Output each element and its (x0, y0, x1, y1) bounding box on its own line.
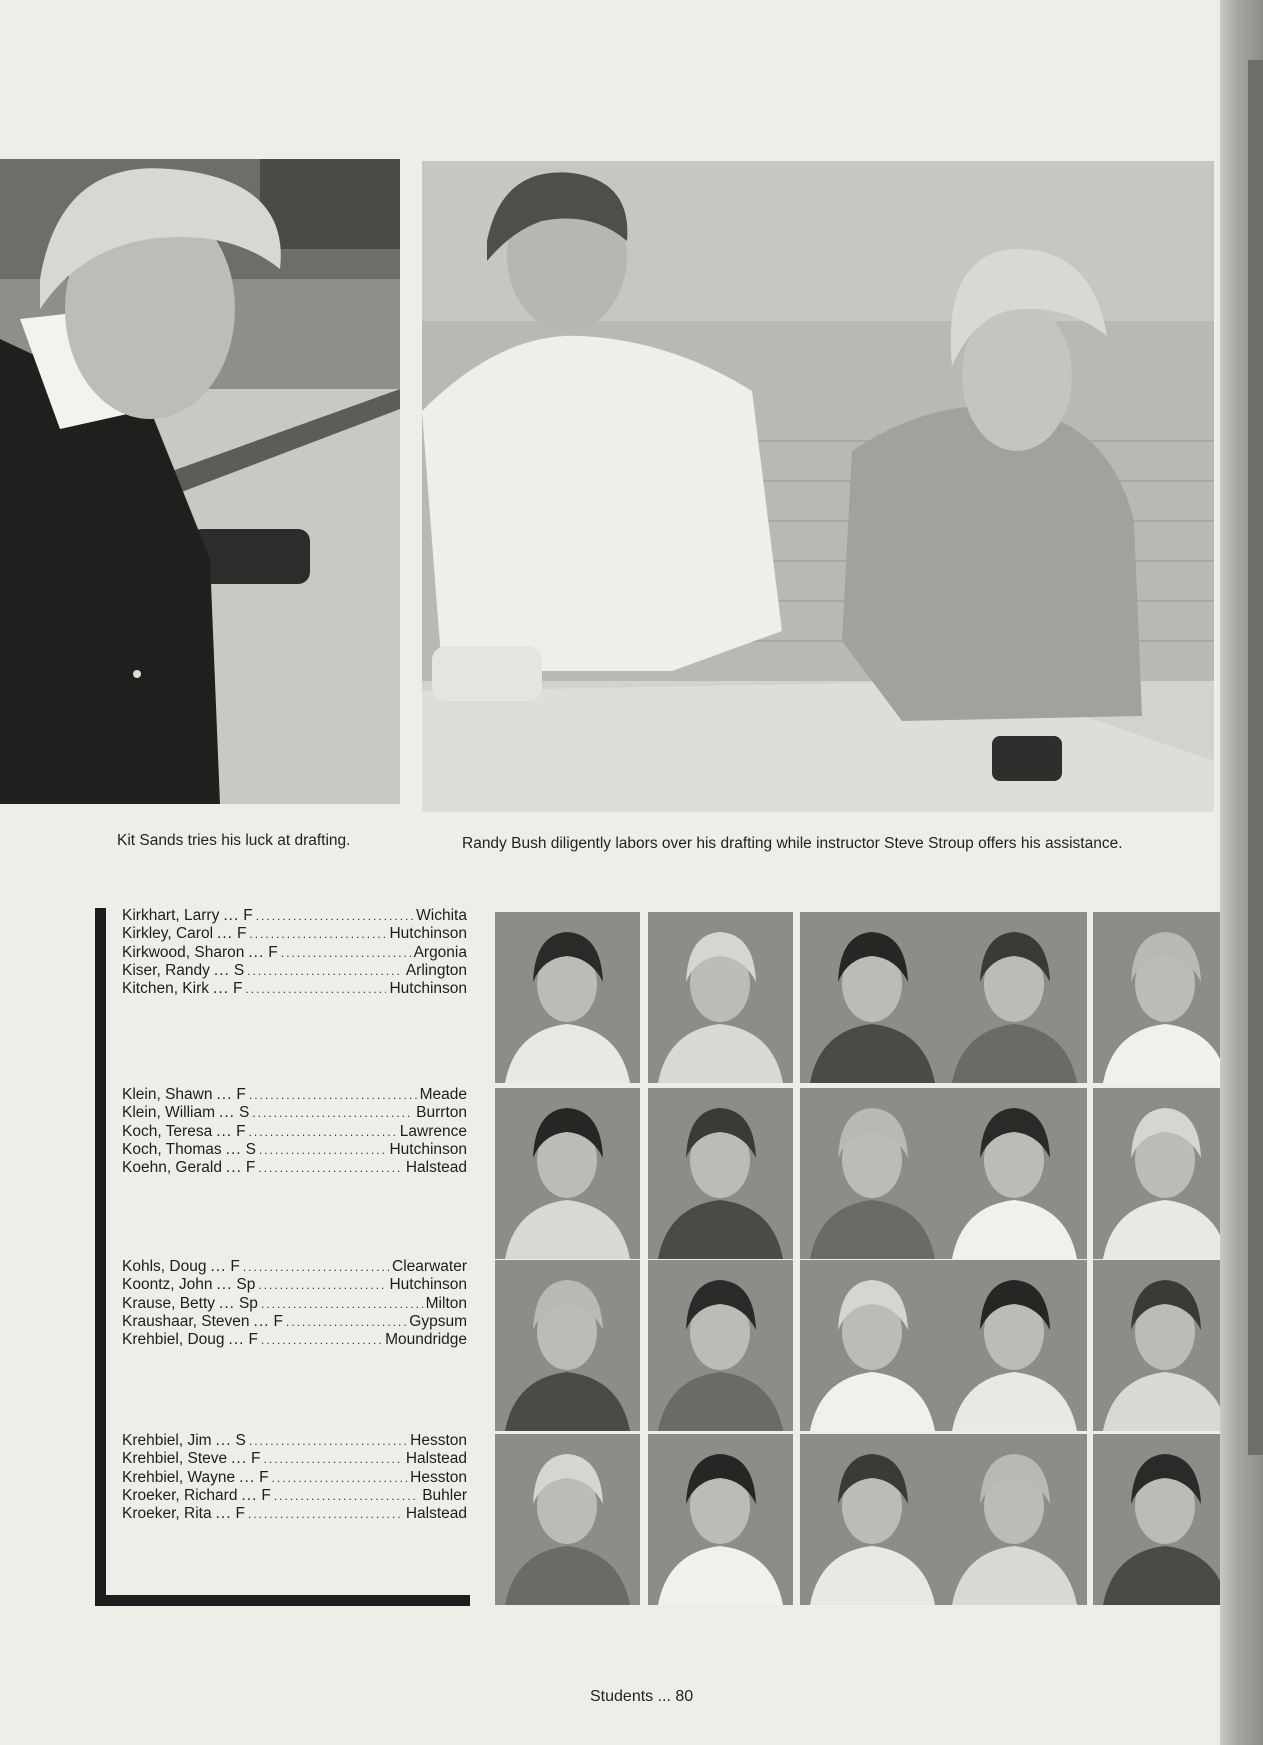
name-list-bracket-vertical (95, 908, 106, 1606)
student-class: F (236, 1122, 246, 1140)
roster-group (122, 1258, 467, 1349)
student-entry (122, 1104, 467, 1122)
student-portrait (942, 912, 1087, 1083)
student-name: Klein, William (122, 1104, 216, 1122)
student-name: Kroeker, Rita (122, 1505, 212, 1523)
student-portrait (1093, 1260, 1238, 1431)
roster-group (122, 1086, 467, 1177)
leader-dots (259, 1141, 387, 1159)
leader-dots (261, 1295, 423, 1313)
leader-dots: ... (217, 925, 233, 943)
page-number: 80 (675, 1688, 694, 1705)
student-hometown: Halstead (405, 1505, 467, 1523)
student-entry (122, 980, 467, 998)
student-name: Kraushaar, Steven (122, 1312, 250, 1330)
student-class: F (268, 943, 278, 961)
student-hometown: Hutchinson (389, 980, 467, 998)
student-hometown: Moundridge (385, 1331, 467, 1349)
student-class: F (230, 1258, 240, 1275)
student-portrait (648, 1260, 793, 1431)
student-portrait (942, 1260, 1087, 1431)
leader-dots: ... (213, 980, 229, 998)
leader-dots: ... (239, 1468, 256, 1486)
student-portrait (1093, 1434, 1238, 1605)
student-class: Sp (236, 1276, 256, 1294)
leader-dots (249, 1432, 407, 1450)
footer-section: Students (590, 1688, 654, 1705)
student-hometown: Hesston (410, 1468, 467, 1486)
leader-dots (264, 1450, 403, 1468)
photo-instructor-and-student (422, 161, 1214, 812)
student-name: Koontz, John (122, 1276, 213, 1294)
leader-dots: ... (241, 1486, 258, 1504)
roster-group (122, 1432, 467, 1523)
student-name: Koch, Teresa (122, 1122, 213, 1140)
student-hometown: Argonia (413, 943, 467, 961)
student-portrait (800, 912, 945, 1083)
leader-dots (286, 1313, 406, 1331)
student-class: F (243, 907, 253, 924)
student-name: Kiser, Randy (122, 961, 210, 979)
leader-dots (272, 1469, 408, 1487)
leader-dots: ... (219, 1294, 235, 1312)
student-name: Koch, Thomas (122, 1140, 222, 1158)
student-class: F (236, 925, 247, 943)
student-portrait (495, 1260, 640, 1431)
student-class: F (261, 1486, 271, 1504)
student-portrait (800, 1260, 945, 1431)
student-name: Krause, Betty (122, 1294, 216, 1312)
leader-dots: ... (216, 1276, 233, 1294)
name-list-bracket-horizontal (95, 1595, 470, 1606)
leader-dots (258, 1276, 386, 1294)
leader-dots: ... (213, 961, 230, 979)
leader-dots: ... (228, 1331, 245, 1349)
student-name: Krehbiel, Steve (122, 1450, 228, 1468)
leader-dots (243, 1258, 389, 1276)
leader-dots (252, 1104, 413, 1122)
leader-dots: ... (216, 1086, 233, 1103)
student-name: Kirkley, Carol (122, 925, 214, 943)
leader-dots (281, 944, 411, 962)
student-class: F (273, 1312, 283, 1330)
leader-dots (258, 1159, 402, 1177)
student-hometown: Buhler (422, 1486, 467, 1504)
student-entry (122, 1086, 467, 1104)
roster-group (122, 907, 467, 998)
student-hometown: Hutchinson (389, 925, 467, 943)
caption-left-photo: Kit Sands tries his luck at drafting. (117, 832, 351, 849)
student-entry (122, 1295, 467, 1313)
student-hometown: Hutchinson (389, 1276, 467, 1294)
student-portrait (648, 912, 793, 1083)
student-name: Krehbiel, Wayne (122, 1468, 236, 1486)
page-footer (590, 1688, 693, 1706)
student-entry (122, 1331, 467, 1349)
student-class: F (259, 1468, 269, 1486)
student-portrait (648, 1088, 793, 1259)
student-class: S (235, 1432, 246, 1449)
student-entry (122, 944, 467, 962)
student-entry (122, 907, 467, 925)
student-entry (122, 1450, 467, 1468)
student-portrait (1093, 912, 1238, 1083)
leader-dots (249, 1086, 417, 1104)
student-portrait (495, 1088, 640, 1259)
leader-dots: ... (225, 1140, 242, 1158)
leader-dots: ... (253, 1312, 270, 1330)
student-class: F (248, 1331, 258, 1349)
student-hometown: Lawrence (399, 1122, 467, 1140)
leader-dots (249, 925, 386, 943)
student-hometown: Arlington (405, 961, 467, 979)
student-portrait (800, 1434, 945, 1605)
student-entry (122, 925, 467, 943)
leader-dots: ... (210, 1258, 227, 1275)
student-entry (122, 1505, 467, 1523)
leader-dots (249, 1123, 397, 1141)
student-portrait (495, 1434, 640, 1605)
student-hometown: Burrton (416, 1104, 467, 1122)
student-hometown: Meade (419, 1086, 467, 1103)
leader-dots: ... (216, 1122, 233, 1140)
student-portrait (800, 1088, 945, 1259)
student-portrait (648, 1434, 793, 1605)
student-entry (122, 1159, 467, 1177)
leader-dots: ... (231, 1450, 248, 1468)
student-hometown: Hutchinson (389, 1140, 467, 1158)
leader-dots: ... (215, 1505, 232, 1523)
student-entry (122, 1313, 467, 1331)
student-class: Sp (238, 1294, 258, 1312)
student-name: Kirkhart, Larry (122, 907, 220, 924)
student-class: S (233, 961, 245, 979)
student-class: F (245, 1159, 256, 1177)
student-entry (122, 1141, 467, 1159)
leader-dots: ... (248, 943, 265, 961)
student-entry (122, 1487, 467, 1505)
student-hometown: Halstead (405, 1159, 467, 1177)
footer-separator: ... (657, 1688, 671, 1705)
student-portrait (942, 1434, 1087, 1605)
leader-dots (248, 1505, 403, 1523)
leader-dots (247, 962, 403, 980)
leader-dots: ... (219, 1104, 235, 1122)
student-portrait (942, 1088, 1087, 1259)
student-name: Krehbiel, Jim (122, 1432, 212, 1449)
student-name: Kitchen, Kirk (122, 980, 210, 998)
student-entry (122, 1258, 467, 1276)
student-portrait (495, 912, 640, 1083)
leader-dots: ... (223, 907, 240, 924)
student-name: Kohls, Doug (122, 1258, 207, 1275)
student-class: S (238, 1104, 250, 1122)
student-class: F (235, 1505, 245, 1523)
student-hometown: Halstead (405, 1450, 467, 1468)
student-name: Kirkwood, Sharon (122, 943, 245, 961)
student-name: Koehn, Gerald (122, 1159, 222, 1177)
student-name: Klein, Shawn (122, 1086, 213, 1103)
student-entry (122, 1469, 467, 1487)
caption-right-photo: Randy Bush diligently labors over his drafting while instructor Steve Stroup offers his assistance. (462, 835, 1123, 852)
student-hometown: Hesston (410, 1432, 467, 1449)
student-name: Kroeker, Richard (122, 1486, 238, 1504)
leader-dots (256, 907, 413, 925)
student-hometown: Milton (425, 1294, 467, 1312)
student-class: S (245, 1140, 256, 1158)
student-hometown: Clearwater (392, 1258, 467, 1275)
book-gutter (1220, 0, 1263, 1745)
student-class: F (251, 1450, 261, 1468)
leader-dots (245, 980, 386, 998)
student-entry (122, 1276, 467, 1294)
photo-student-drafting (0, 159, 400, 804)
leader-dots: ... (225, 1159, 242, 1177)
leader-dots (261, 1331, 382, 1349)
student-name: Krehbiel, Doug (122, 1331, 225, 1349)
student-entry (122, 962, 467, 980)
student-class: F (236, 1086, 246, 1103)
leader-dots: ... (215, 1432, 232, 1449)
student-hometown: Gypsum (409, 1312, 467, 1330)
student-entry (122, 1123, 467, 1141)
student-entry (122, 1432, 467, 1450)
student-portrait (1093, 1088, 1238, 1259)
student-class: F (232, 980, 243, 998)
student-hometown: Wichita (416, 907, 467, 924)
leader-dots (274, 1487, 419, 1505)
